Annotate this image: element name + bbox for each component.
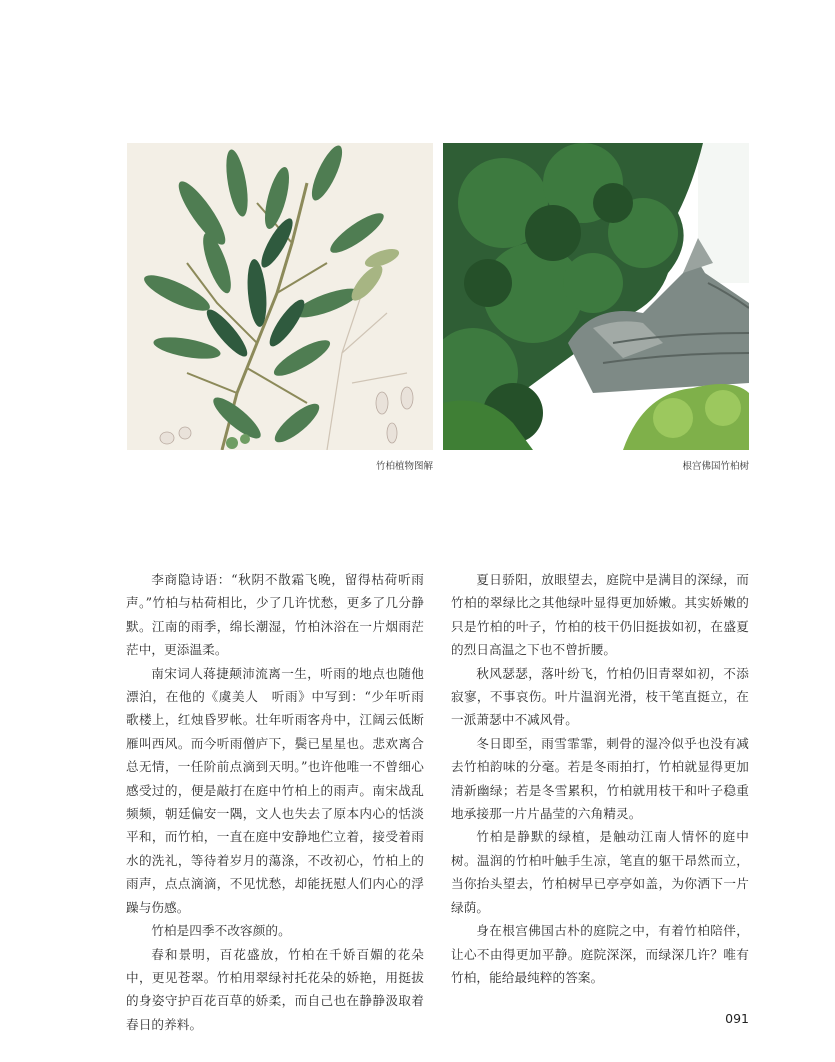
botanical-illustration <box>127 143 433 450</box>
paragraph: 竹柏是静默的绿植，是触动江南人情怀的庭中树。温润的竹柏叶触手生凉，笔直的躯干昂然而立，当你抬头望去，竹柏树早已亭亭如盖，为你洒下一片绿荫。 <box>451 829 749 915</box>
paragraph: 竹柏是四季不改容颜的。 <box>151 923 291 939</box>
paragraph: 秋风瑟瑟，落叶纷飞，竹柏仍旧青翠如初，不添寂寥，不事哀伤。叶片温润光滑，枝干笔直挺立，在一派萧瑟中不减风骨。 <box>451 665 749 728</box>
paragraph: 夏日骄阳，放眼望去，庭院中是满目的深绿，而竹柏的翠绿比之其他绿叶显得更加娇嫩。其实娇嫩的只是竹柏的叶子，竹柏的枝干仍旧挺拔如初，在盛夏的烈日高温之下也不曾折腰。 <box>451 572 749 658</box>
image-caption-left: 竹柏植物图解 <box>375 461 433 472</box>
botanical-illustration-art <box>127 143 433 450</box>
text-column-right <box>451 568 749 989</box>
text-column-left <box>126 568 424 1036</box>
paragraph: 春和景明，百花盛放，竹柏在千娇百媚的花朵中，更见苍翠。竹柏用翠绿衬托花朵的娇艳，用挺拔的身姿守护百花百草的娇柔，而自己也在静静汲取着春日的养料。 <box>126 946 424 1032</box>
paragraph: 南宋词人蒋捷颠沛流离一生，听雨的地点也随他漂泊，在他的《虞美人 听雨》中写到：“少年听雨歌楼上，红烛昏罗帐。壮年听雨客舟中，江阔云低断雁叫西风。而今听雨僧庐下，鬓已星星也。悲欢离合总无情，一任阶前点滴到天明。”也许他唯一不曾细心感受过的，便是敲打在庭中竹柏上的雨声。南宋战乱频频，朝廷偏安一隅，文人也失去了原本内心的恬淡平和，而竹柏，一直在庭中安静地伫立着，接受着雨水的洗礼，等待着岁月的蕩涤，不改初心，竹柏上的雨声，点点滴滴，不见忧愁，却能抚慰人们内心的浮躁与伤感。 <box>126 665 424 915</box>
paragraph: 身在根宫佛国古朴的庭院之中，有着竹柏陪伴，让心不由得更加平静。庭院深深，而绿深几许？唯有竹柏，能给最纯粹的答案。 <box>451 923 749 985</box>
temple-tree-photo <box>443 143 749 450</box>
image-caption-right: 根宫佛国竹柏树 <box>682 461 749 472</box>
page-number: 091 <box>725 1011 749 1026</box>
paragraph: 冬日即至，雨雪霏霏，刺骨的湿冷似乎也没有减去竹柏韵味的分毫。若是冬雨拍打，竹柏就显得更加清新幽绿；若是冬雪累积，竹柏就用枝干和叶子稳重地承接那一片片晶莹的六角精灵。 <box>451 735 749 822</box>
paragraph: 李商隐诗语：“秋阴不散霜飞晚，留得枯荷听雨声。”竹柏与枯荷相比，少了几许忧愁，更多了几分静默。江南的雨季，绵长潮湿，竹柏沐浴在一片烟雨茫茫中，更添温柔。 <box>126 572 424 658</box>
temple-tree-photo-art <box>443 143 749 450</box>
